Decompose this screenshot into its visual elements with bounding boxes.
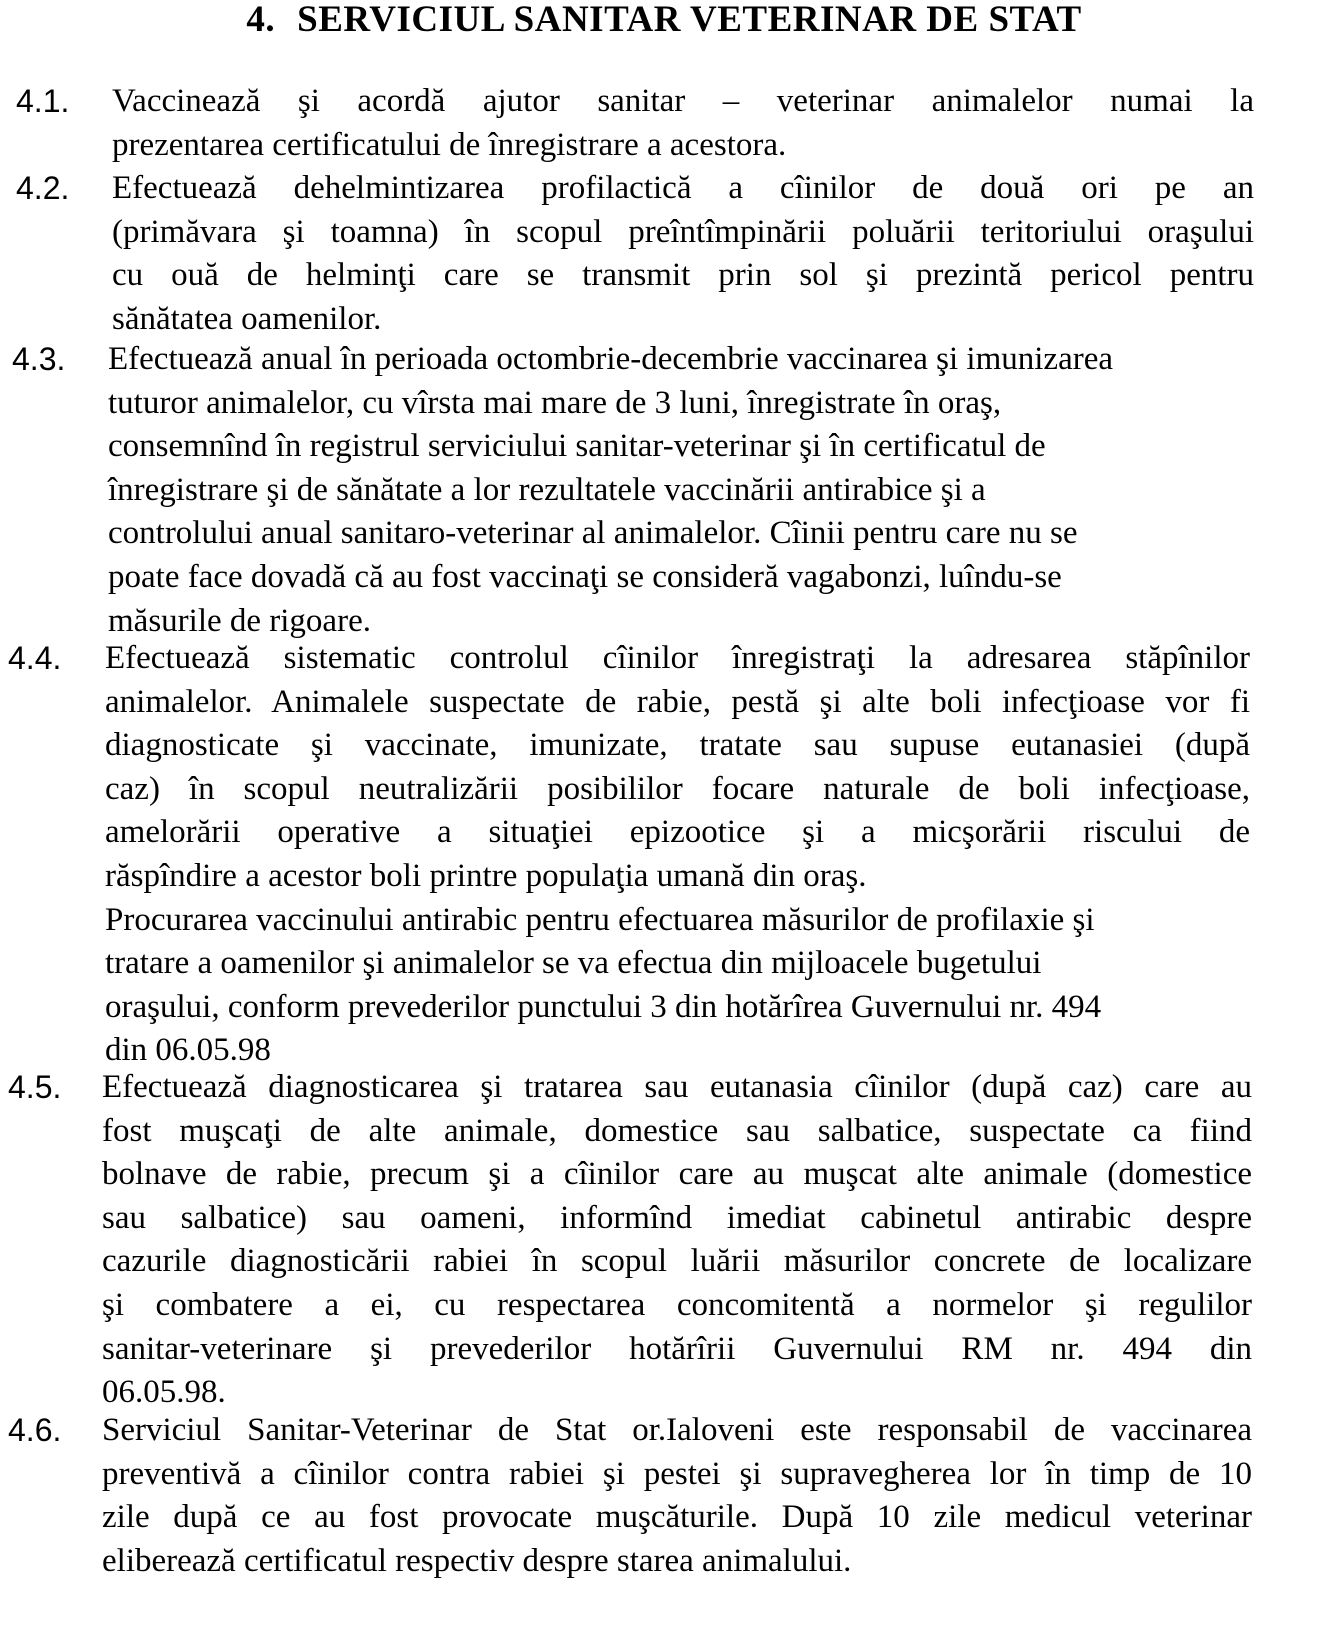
text-line: preventivă a cîinilor contra rabiei şi pestei şi supravegherea lor în timp de 10 [102,1455,1252,1492]
text-line: consemnînd în registrul serviciului sanitar-veterinar şi în certificatul de [108,428,1046,465]
text-line: Vaccinează şi acordă ajutor sanitar – veterinar animalelor numai la [112,83,1254,119]
text-line: măsurile de rigoare. [108,602,371,639]
item-text [112,167,1254,341]
item-text [112,80,1254,167]
text-line: şi combatere a ei, cu respectarea concomitentă a normelor şi regulilor [102,1286,1252,1323]
text-line: Efectuează diagnosticarea şi tratarea sau eutanasia cîinilor (după caz) care au [102,1069,1252,1105]
text-line: tratare a oamenilor şi animalelor se va efectua din mijloacele bugetului [105,945,1042,982]
text-line: 06.05.98. [102,1374,226,1411]
section-title: SERVICIUL SANITAR VETERINAR DE STAT [297,0,1082,40]
item-text [102,1409,1252,1583]
text-line: poate face dovadă că au fost vaccinaţi se consideră vagabonzi, luîndu-se [108,558,1062,595]
text-line: (primăvara şi toamna) în scopul preîntîmpinării poluării teritoriului oraşului [112,213,1254,250]
text-line: tuturor animalelor, cu vîrsta mai mare de 3 luni, înregistrate în oraş, [108,384,1002,421]
text-line: Procurarea vaccinului antirabic pentru efectuarea măsurilor de profilaxie şi [105,901,1095,938]
text-line: sănătatea oamenilor. [112,300,382,337]
text-line: din 06.05.98 [105,1032,271,1069]
text-line: sau salbatice) sau oameni, informînd imediat cabinetul antirabic despre [102,1199,1252,1236]
item-text [108,338,1254,643]
text-line: caz) în scopul neutralizării posibililor focare naturale de boli infecţioase, [105,770,1250,807]
section-heading [0,0,1328,40]
item-number: 4.5. [8,1069,62,1105]
text-line: Serviciul Sanitar-Veterinar de Stat or.Ialoveni este responsabil de vaccinarea [102,1412,1252,1448]
text-line: amelorării operative a situaţiei epizootice şi a micşorării riscului de [105,814,1250,851]
text-line: animalelor. Animalele suspectate de rabie, pestă şi alte boli infecţioase vor fi [105,683,1250,720]
item-number: 4.6. [8,1412,62,1448]
text-line: diagnosticate şi vaccinate, imunizate, tratate sau supuse eutanasiei (după [105,727,1250,764]
text-line: eliberează certificatul respectiv despre starea animalului. [102,1542,852,1579]
text-line: zile după ce au fost provocate muşcăturile. După 10 zile medicul veterinar [102,1499,1252,1536]
text-line: prezentarea certificatului de înregistrare a acestora. [112,126,787,163]
item-text [102,1066,1252,1415]
text-line: înregistrare şi de sănătate a lor rezultatele vaccinării antirabice şi a [108,471,986,508]
text-line: oraşului, conform prevederilor punctului 3 din hotărîrea Guvernului nr. 494 [105,988,1102,1025]
text-line: controlului anual sanitaro-veterinar al animalelor. Cîinii pentru care nu se [108,515,1078,552]
text-line: cu ouă de helminţi care se transmit prin sol şi prezintă pericol pentru [112,257,1254,294]
item-number: 4.1. [16,83,70,119]
item-number: 4.4. [8,640,62,676]
text-line: Efectuează dehelmintizarea profilactică a cîinilor de două ori pe an [112,170,1254,206]
text-line: bolnave de rabie, precum şi a cîinilor care au muşcat alte animale (domestice [102,1156,1252,1193]
text-line: Efectuează sistematic controlul cîinilor înregistraţi la adresarea stăpînilor [105,640,1250,676]
text-line: cazurile diagnosticării rabiei în scopul luării măsurilor concrete de localizare [102,1243,1252,1280]
text-line: răspîndire a acestor boli printre populaţia umană din oraş. [105,857,867,894]
section-number: 4. [246,0,276,40]
item-number: 4.2. [16,170,70,206]
item-text [105,637,1250,1073]
text-line: sanitar-veterinare şi prevederilor hotărîrii Guvernului RM nr. 494 din [102,1330,1252,1367]
item-number: 4.3. [12,341,66,377]
text-line: Efectuează anual în perioada octombrie-decembrie vaccinarea şi imunizarea [108,341,1114,377]
text-line: fost muşcaţi de alte animale, domestice sau salbatice, suspectate ca fiind [102,1112,1252,1149]
